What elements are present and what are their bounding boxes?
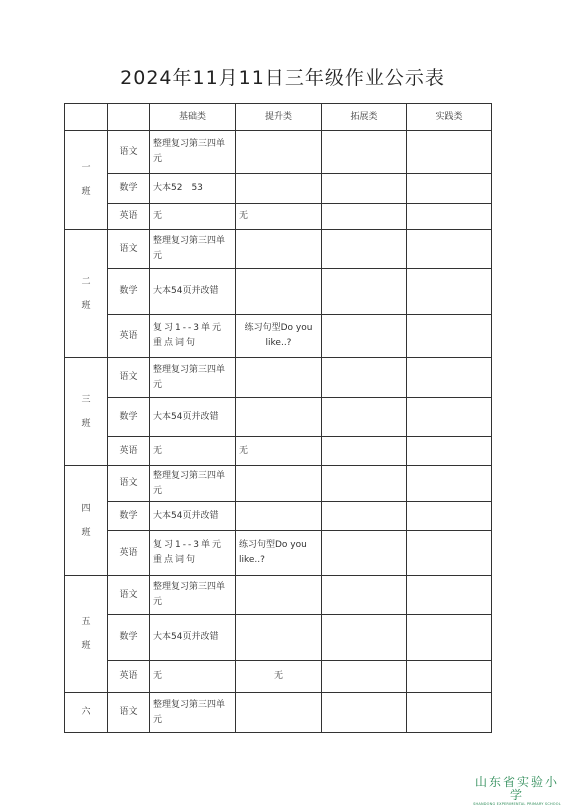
practice-cell — [407, 398, 492, 437]
improve-cell — [236, 174, 322, 204]
header-practice: 实践类 — [407, 104, 492, 131]
improve-cell: 练习句型Do you like..? — [236, 531, 322, 576]
subject-cell: 数学 — [108, 269, 150, 315]
subject-cell: 语文 — [108, 576, 150, 615]
subject-cell: 英语 — [108, 661, 150, 693]
extend-cell — [322, 174, 407, 204]
homework-table — [64, 103, 492, 733]
table-row — [65, 131, 492, 174]
basic-cell: 整理复习第三四单元 — [150, 230, 236, 269]
basic-cell: 复习1--3单元重点词句 — [150, 531, 236, 576]
subject-cell: 语文 — [108, 693, 150, 733]
basic-cell: 大本54页并改错 — [150, 269, 236, 315]
header-improve: 提升类 — [236, 104, 322, 131]
basic-cell: 整理复习第三四单元 — [150, 466, 236, 502]
subject-cell: 数学 — [108, 615, 150, 661]
extend-cell — [322, 502, 407, 531]
class-label-1: 一 班 — [65, 131, 108, 230]
basic-cell: 无 — [150, 661, 236, 693]
improve-cell: 无 — [236, 204, 322, 230]
extend-cell — [322, 466, 407, 502]
table-row — [65, 230, 492, 269]
extend-cell — [322, 398, 407, 437]
improve-cell — [236, 131, 322, 174]
header-row — [65, 104, 492, 131]
table-row — [65, 466, 492, 502]
basic-cell: 整理复习第三四单元 — [150, 693, 236, 733]
improve-cell: 无 — [236, 437, 322, 466]
table-row — [65, 531, 492, 576]
practice-cell — [407, 358, 492, 398]
subject-cell: 英语 — [108, 204, 150, 230]
improve-cell: 无 — [236, 661, 322, 693]
subject-cell: 英语 — [108, 437, 150, 466]
table-row — [65, 576, 492, 615]
table-row — [65, 502, 492, 531]
practice-cell — [407, 661, 492, 693]
subject-cell: 语文 — [108, 358, 150, 398]
basic-cell: 复习1--3单元重点词句 — [150, 315, 236, 358]
practice-cell — [407, 315, 492, 358]
subject-cell: 语文 — [108, 131, 150, 174]
extend-cell — [322, 204, 407, 230]
basic-cell: 无 — [150, 437, 236, 466]
subject-cell: 数学 — [108, 502, 150, 531]
table-row — [65, 174, 492, 204]
subject-cell: 语文 — [108, 230, 150, 269]
school-logo-name: 山东省实验小学 — [474, 775, 559, 802]
practice-cell — [407, 531, 492, 576]
table-row — [65, 315, 492, 358]
practice-cell — [407, 204, 492, 230]
extend-cell — [322, 131, 407, 174]
basic-cell: 大本52 53 — [150, 174, 236, 204]
school-logo-english: SHANDONG EXPERIMENTAL PRIMARY SCHOOL — [473, 802, 561, 806]
basic-cell: 大本54页并改错 — [150, 398, 236, 437]
basic-cell: 整理复习第三四单元 — [150, 358, 236, 398]
improve-cell — [236, 502, 322, 531]
improve-cell — [236, 398, 322, 437]
subject-cell: 英语 — [108, 531, 150, 576]
practice-cell — [407, 502, 492, 531]
class-label-3: 三 班 — [65, 358, 108, 466]
improve-cell — [236, 466, 322, 502]
school-logo — [472, 775, 562, 806]
basic-cell: 整理复习第三四单元 — [150, 576, 236, 615]
extend-cell — [322, 437, 407, 466]
improve-cell — [236, 693, 322, 733]
subject-cell: 语文 — [108, 466, 150, 502]
practice-cell — [407, 131, 492, 174]
practice-cell — [407, 230, 492, 269]
practice-cell — [407, 174, 492, 204]
page-title: 2024年11月11日三年级作业公示表 — [120, 67, 445, 89]
practice-cell — [407, 576, 492, 615]
practice-cell — [407, 269, 492, 315]
extend-cell — [322, 615, 407, 661]
table-row — [65, 437, 492, 466]
extend-cell — [322, 230, 407, 269]
improve-cell — [236, 358, 322, 398]
class-label-2: 二 班 — [65, 230, 108, 358]
table-row — [65, 358, 492, 398]
improve-cell — [236, 269, 322, 315]
class-label-4: 四 班 — [65, 466, 108, 576]
header-corner-2 — [108, 104, 150, 131]
improve-cell — [236, 230, 322, 269]
table-row — [65, 269, 492, 315]
header-corner — [65, 104, 108, 131]
table-row — [65, 661, 492, 693]
practice-cell — [407, 615, 492, 661]
improve-cell — [236, 615, 322, 661]
practice-cell — [407, 437, 492, 466]
basic-cell: 大本54页并改错 — [150, 502, 236, 531]
extend-cell — [322, 315, 407, 358]
table-row — [65, 204, 492, 230]
subject-cell: 数学 — [108, 174, 150, 204]
class-label-6: 六 — [65, 693, 108, 733]
basic-cell: 整理复习第三四单元 — [150, 131, 236, 174]
practice-cell — [407, 693, 492, 733]
extend-cell — [322, 358, 407, 398]
extend-cell — [322, 661, 407, 693]
table-row — [65, 615, 492, 661]
improve-cell — [236, 576, 322, 615]
extend-cell — [322, 576, 407, 615]
table-row — [65, 693, 492, 733]
basic-cell: 大本54页并改错 — [150, 615, 236, 661]
header-basic: 基础类 — [150, 104, 236, 131]
extend-cell — [322, 693, 407, 733]
basic-cell: 无 — [150, 204, 236, 230]
extend-cell — [322, 531, 407, 576]
class-label-5: 五 班 — [65, 576, 108, 693]
header-extend: 拓展类 — [322, 104, 407, 131]
subject-cell: 数学 — [108, 398, 150, 437]
extend-cell — [322, 269, 407, 315]
improve-cell: 练习句型Do you like..? — [236, 315, 322, 358]
table-row — [65, 398, 492, 437]
practice-cell — [407, 466, 492, 502]
subject-cell: 英语 — [108, 315, 150, 358]
